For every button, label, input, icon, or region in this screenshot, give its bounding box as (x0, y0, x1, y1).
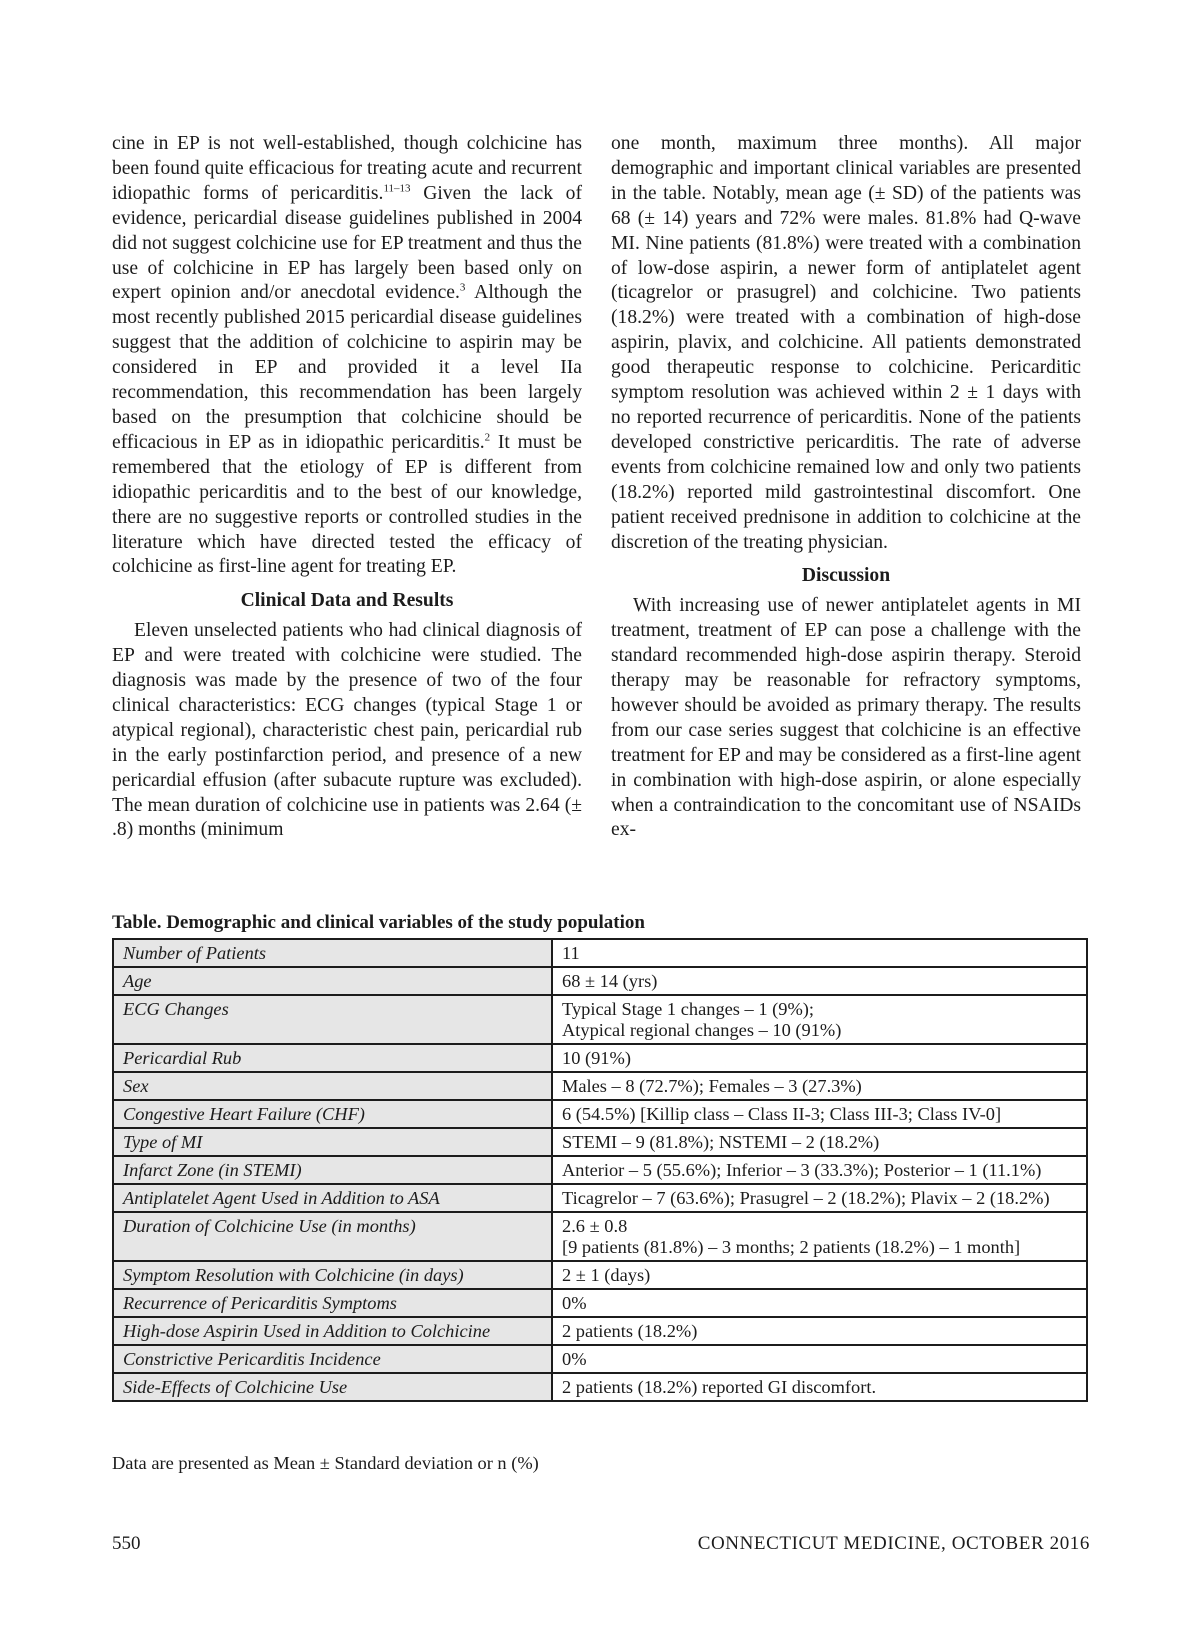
table-row (113, 1072, 1087, 1100)
citation-superscript: 11–13 (383, 182, 411, 195)
row-value-line: 0% (562, 1349, 587, 1369)
table-row (113, 1289, 1087, 1317)
row-value-line: 6 (54.5%) [Killip class – Class II-3; Class III-3; Class IV-0] (562, 1104, 1002, 1124)
row-label: Constrictive Pericarditis Incidence (113, 1345, 552, 1373)
row-value-line: Ticagrelor – 7 (63.6%); Prasugrel – 2 (18.2%); Plavix – 2 (18.2%) (562, 1188, 1050, 1208)
row-value-line: 10 (91%) (562, 1048, 631, 1068)
row-label: Pericardial Rub (113, 1044, 552, 1072)
table-row (113, 1345, 1087, 1373)
row-label: Symptom Resolution with Colchicine (in days) (113, 1261, 552, 1289)
row-label: Recurrence of Pericarditis Symptoms (113, 1289, 552, 1317)
journal-footer: CONNECTICUT MEDICINE, OCTOBER 2016 (697, 1533, 1090, 1554)
table-row (113, 1044, 1087, 1072)
table-row (113, 995, 1087, 1044)
row-value (552, 1261, 1087, 1289)
citation-superscript: 3 (459, 281, 466, 294)
table-row (113, 1100, 1087, 1128)
left-column (112, 132, 582, 843)
page-number: 550 (112, 1533, 141, 1554)
row-value (552, 1317, 1087, 1345)
table-row (113, 1373, 1087, 1401)
row-value-line: STEMI – 9 (81.8%); NSTEMI – 2 (18.2%) (562, 1132, 880, 1152)
table-row (113, 1317, 1087, 1345)
right-paragraph-1: one month, maximum three months). All major demographic and important clinical variables are presented in the table. Notably, mean age (± SD) of the patients was 68 (± 14) years and 72% were males. 81.8% had Q-wave MI. Nine patients (81.8%) were treated with a combination of low-dose aspirin, a newer form of antiplatelet agent (ticagrelor or prasugrel) and colchicine. Two patients (18.2%) were treated with a combination of high-dose aspirin, plavix, and colchicine. All patients demonstrated good therapeutic response to colchicine. Pericarditic symptom resolution was achieved within 2 ± 1 days with no reported recurrence of pericarditis. None of the patients developed constrictive pericarditis. The rate of adverse events from colchicine remained low and only two patients (18.2%) reported mild gastrointestinal discomfort. One patient received prednisone in addition to colchicine at the discretion of the treating physician. (611, 133, 1081, 553)
row-label: High-dose Aspirin Used in Addition to Colchicine (113, 1317, 552, 1345)
row-value-line: Males – 8 (72.7%); Females – 3 (27.3%) (562, 1076, 862, 1096)
citation-superscript: 2 (484, 431, 491, 444)
row-value (552, 1128, 1087, 1156)
row-value (552, 1072, 1087, 1100)
row-value-line: 2 ± 1 (days) (562, 1265, 651, 1285)
left-paragraph-2: Eleven unselected patients who had clinical diagnosis of EP and were treated with colchicine were studied. The diagnosis was made by the presence of two of the four clinical characteristics: ECG changes (typical Stage 1 or atypical regional), characteristic chest pain, pericardial rub in the early postinfarction period, and presence of a new pericardial effusion (after subacute rupture was excluded). The mean duration of colchicine use in patients was 2.64 (± .8) months (minimum (112, 620, 582, 841)
row-label: Sex (113, 1072, 552, 1100)
row-label: Infarct Zone (in STEMI) (113, 1156, 552, 1184)
row-value (552, 1100, 1087, 1128)
table-note: Data are presented as Mean ± Standard deviation or n (%) (112, 1453, 539, 1473)
row-value-line: Anterior – 5 (55.6%); Inferior – 3 (33.3%); Posterior – 1 (11.1%) (562, 1160, 1042, 1180)
row-value (552, 1184, 1087, 1212)
row-value-line: 2 patients (18.2%) reported GI discomfort. (562, 1377, 877, 1397)
table-row (113, 1156, 1087, 1184)
table-caption: Table. Demographic and clinical variables of the study population (112, 912, 645, 933)
row-label: Number of Patients (113, 939, 552, 967)
table-row (113, 967, 1087, 995)
row-value (552, 1044, 1087, 1072)
row-label: Age (113, 967, 552, 995)
row-value (552, 1156, 1087, 1184)
row-value (552, 1345, 1087, 1373)
row-value-line: 0% (562, 1293, 587, 1313)
row-label: Side-Effects of Colchicine Use (113, 1373, 552, 1401)
section-heading-clinical-data: Clinical Data and Results (240, 590, 454, 612)
row-label: Type of MI (113, 1128, 552, 1156)
row-value-line: 2.6 ± 0.8 (562, 1216, 628, 1236)
table-row (113, 1261, 1087, 1289)
row-label: ECG Changes (113, 995, 552, 1044)
row-value (552, 1373, 1087, 1401)
row-value (552, 967, 1087, 995)
row-value-line: 68 ± 14 (yrs) (562, 971, 658, 991)
table-row (113, 939, 1087, 967)
row-value (552, 1289, 1087, 1317)
section-heading-discussion: Discussion (801, 565, 891, 587)
right-column (611, 132, 1081, 843)
row-value (552, 995, 1087, 1044)
row-label: Antiplatelet Agent Used in Addition to ASA (113, 1184, 552, 1212)
row-label: Duration of Colchicine Use (in months) (113, 1212, 552, 1261)
row-value-line: 2 patients (18.2%) (562, 1321, 698, 1341)
table-row (113, 1212, 1087, 1261)
row-value (552, 1212, 1087, 1261)
left-paragraph-1: cine in EP is not well-established, though colchicine has been found quite efficacious for treating acute and recurrent idiopathic forms of pericarditis.$^{11-13}$ Given the lack of evidence, pericardial disease guidelines published in 2004 did not suggest colchicine use for EP treatment and thus the use of colchicine in EP has largely been based only on expert opinion and/or anecdotal evidence.$^3$ Although the most recently published 2015 pericardial disease guidelines suggest that the addition of colchicine to aspirin may be considered in EP and provided it a level IIa recommendation, this recommendation has been largely based on the presumption that colchicine should be efficacious in EP as in idiopathic pericarditis.$^2$ It must be remembered that the etiology of EP is different from idiopathic pericarditis and to the best of our knowledge, there are no suggestive reports or controlled studies in the literature which have directed tested the efficacy of colchicine as first-line agent for treating EP. (112, 133, 582, 578)
row-value-line: Typical Stage 1 changes – 1 (9%); (562, 999, 815, 1019)
row-value-line-2: [9 patients (81.8%) – 3 months; 2 patients (18.2%) – 1 month] (562, 1237, 1021, 1257)
row-value-line: 11 (562, 943, 580, 963)
right-paragraph-2: With increasing use of newer antiplatelet agents in MI treatment, treatment of EP can pose a challenge with the standard recommended high-dose aspirin therapy. Steroid therapy may be reasonable for refractory symptoms, however should be avoided as primary therapy. The results from our case series suggest that colchicine is an effective treatment for EP and may be considered as a first-line agent in combination with high-dose aspirin, or alone especially when a contraindication to the concomitant use of NSAIDs ex- (611, 595, 1081, 841)
table-row (113, 1184, 1087, 1212)
table-row (113, 1128, 1087, 1156)
row-label: Congestive Heart Failure (CHF) (113, 1100, 552, 1128)
row-value (552, 939, 1087, 967)
row-value-line-2: Atypical regional changes – 10 (91%) (562, 1020, 842, 1040)
data-table (112, 938, 1088, 1402)
